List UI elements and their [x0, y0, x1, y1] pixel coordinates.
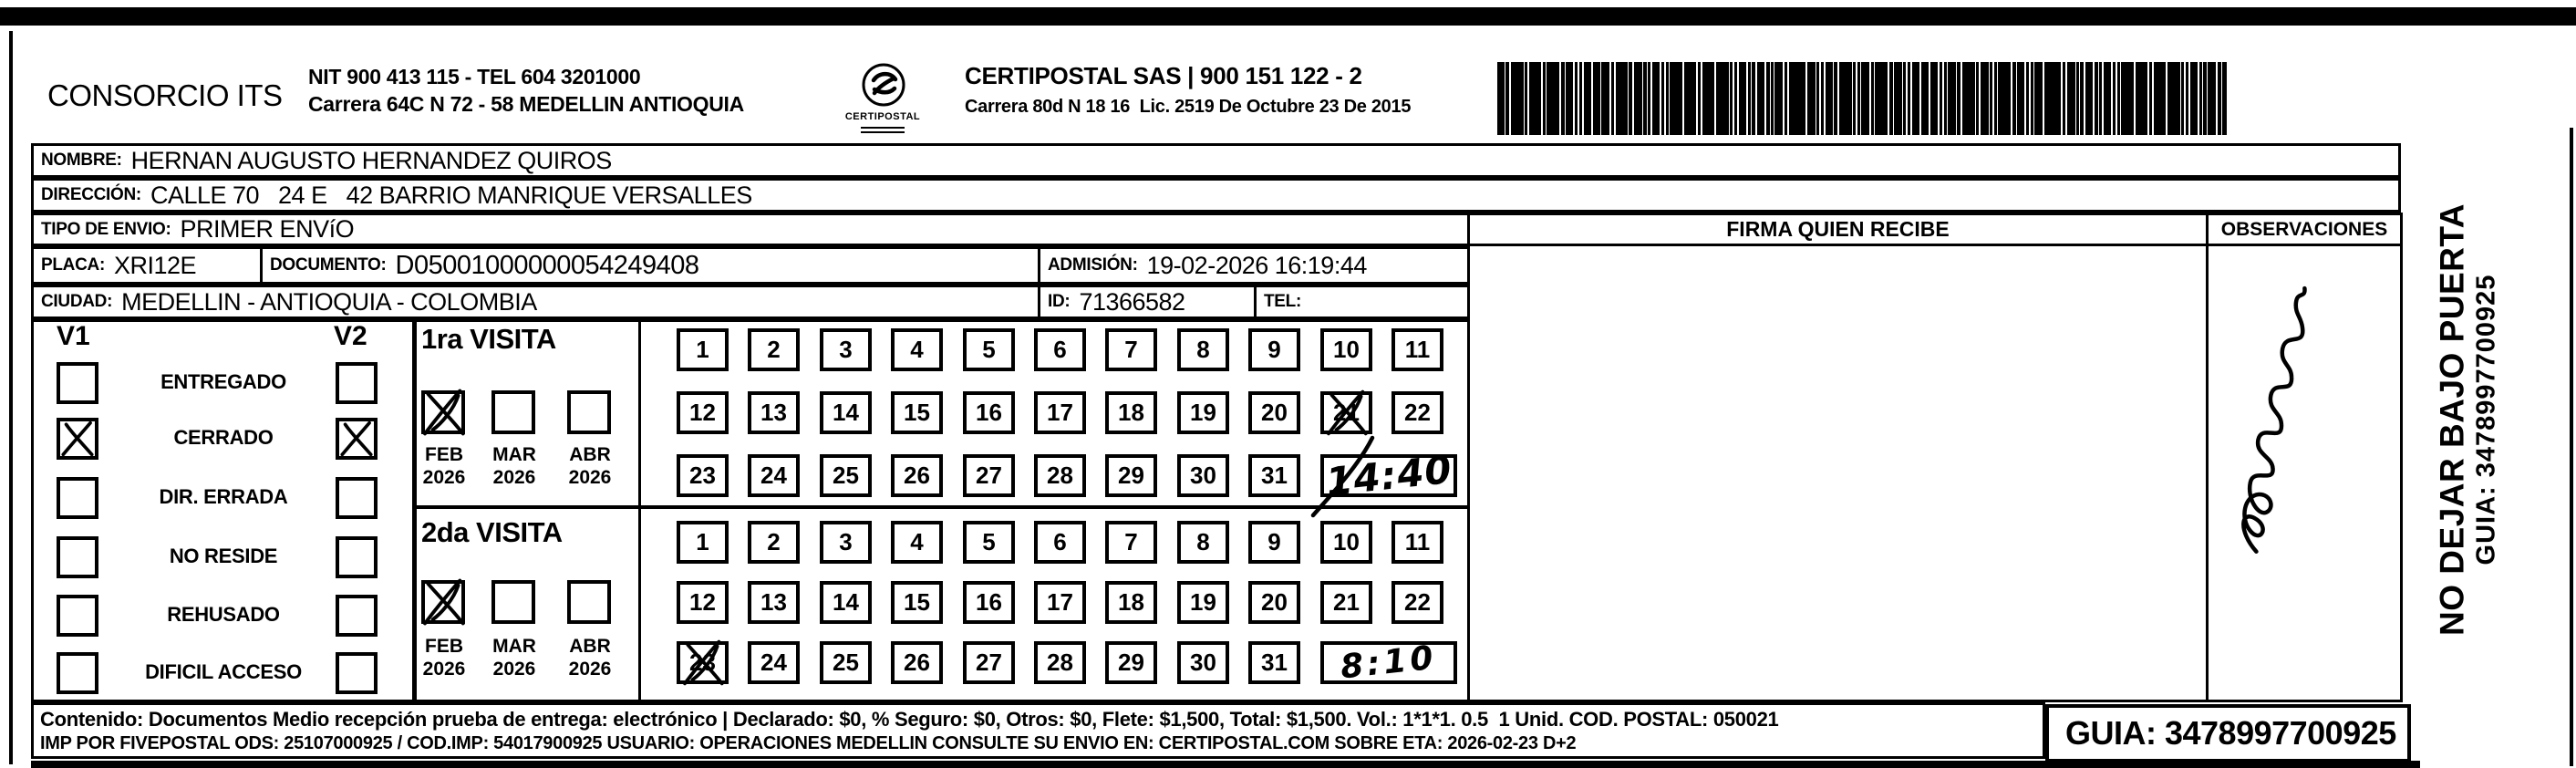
- status-label-cerrado: CERRADO: [173, 426, 274, 449]
- calendar-day-22-visit1: 22: [1391, 391, 1443, 434]
- calendar-day-8-visit2: 8: [1177, 521, 1229, 564]
- calendar-day-12-visit2: 12: [677, 581, 729, 624]
- id-box: [1038, 285, 1257, 319]
- calendar-day-5-visit2: 5: [963, 521, 1015, 564]
- checkbox-v1-cerrado: [57, 418, 98, 460]
- calendar-day-28-visit2: 28: [1034, 641, 1086, 684]
- status-label-no-reside: NO RESIDE: [169, 545, 278, 567]
- certipostal-company-line: CERTIPOSTAL SAS | 900 151 122 - 2: [965, 62, 1362, 89]
- calendar-day-5-visit1: 5: [963, 328, 1015, 371]
- tracking-barcode: [1497, 62, 2227, 135]
- calendar-day-1-visit2: 1: [677, 521, 729, 564]
- tipo-envio-label: TIPO DE ENVIO:: [41, 219, 171, 239]
- id-value: 71366582: [1079, 287, 1185, 316]
- sender-company-name: CONSORCIO ITS: [47, 78, 283, 112]
- calendar-day-18-visit1: 18: [1105, 391, 1157, 434]
- certipostal-logo-label: CERTIPOSTAL: [844, 111, 921, 122]
- side-note-guia: GUIA: 3478997700925: [2471, 274, 2500, 566]
- calendar-day-16-visit1: 16: [963, 391, 1015, 434]
- checkbox-v2-no-reside: [336, 536, 378, 578]
- month-label-abr-visit2: ABR 2026: [568, 636, 612, 680]
- logo-underline-marks: [861, 127, 905, 133]
- calendar-day-19-visit1: 19: [1177, 391, 1229, 434]
- calendar-day-29-visit2: 29: [1105, 641, 1157, 684]
- calendar-day-27-visit1: 27: [963, 454, 1015, 497]
- calendar-day-13-visit2: 13: [748, 581, 800, 624]
- calendar-day-8-visit1: 8: [1177, 328, 1229, 371]
- status-label-rehusado: REHUSADO: [167, 603, 280, 626]
- certipostal-address-line: Carrera 80d N 18 16 Lic. 2519 De Octubre 23 De 2015: [965, 97, 1412, 117]
- side-note-warning: NO DEJAR BAJO PUERTA: [2433, 203, 2470, 636]
- tipo-envio-value: PRIMER ENVíO: [180, 215, 355, 243]
- calendar-day-4-visit2: 4: [891, 521, 943, 564]
- calendar-day-6-visit1: 6: [1034, 328, 1086, 371]
- checkbox-month-feb-visit2: [421, 580, 465, 624]
- nombre-value: HERNAN AUGUSTO HERNANDEZ QUIROS: [130, 146, 612, 174]
- documento-label: DOCUMENTO:: [270, 255, 387, 275]
- direccion-value: CALLE 70 24 E 42 BARRIO MANRIQUE VERSALLES: [150, 181, 752, 209]
- tel-label: TEL:: [1264, 292, 1302, 311]
- calendar-day-26-visit2: 26: [891, 641, 943, 684]
- calendar-day-6-visit2: 6: [1034, 521, 1086, 564]
- calendar-day-11-visit1: 11: [1391, 328, 1443, 371]
- calendar-day-22-visit2: 22: [1391, 581, 1443, 624]
- scan-top-bar: [0, 7, 2576, 26]
- calendar-day-24-visit1: 24: [748, 454, 800, 497]
- calendar-day-9-visit2: 9: [1248, 521, 1300, 564]
- handwritten-time: 14:40: [1323, 446, 1454, 505]
- checkbox-month-feb-visit1: [421, 390, 465, 434]
- direccion-label: DIRECCIÓN:: [41, 185, 141, 204]
- status-label-dir-errada: DIR. ERRADA: [159, 485, 288, 508]
- checkbox-v1-dificil-acceso: [57, 652, 98, 694]
- documento-value: D05001000000054249408: [395, 250, 699, 280]
- month-label-feb-visit1: FEB 2026: [422, 444, 466, 488]
- visit-title-2: 2da VISITA: [421, 516, 563, 548]
- handwritten-x-mark: [60, 421, 95, 456]
- tipo-envio-row: [31, 213, 1470, 246]
- calendar-day-11-visit2: 11: [1391, 521, 1443, 564]
- documento-box: [260, 246, 1040, 285]
- nombre-row: [31, 143, 2401, 178]
- checkbox-v1-dir-errada: [57, 477, 98, 519]
- calendar-day-10-visit2: 10: [1320, 521, 1372, 564]
- calendar-day-25-visit2: 25: [820, 641, 872, 684]
- calendar-day-13-visit1: 13: [748, 391, 800, 434]
- calendar-day-20-visit2: 20: [1248, 581, 1300, 624]
- guia-number-box: GUIA: 3478997700925: [2045, 704, 2411, 763]
- scan-bottom-bar: [31, 761, 2420, 768]
- placa-box: [31, 246, 263, 285]
- nombre-label: NOMBRE:: [41, 150, 122, 170]
- calendar-day-20-visit1: 20: [1248, 391, 1300, 434]
- sender-address-line: Carrera 64C N 72 - 58 MEDELLIN ANTIOQUIA: [308, 92, 744, 116]
- admision-box: [1038, 246, 1470, 285]
- checkbox-v1-rehusado: [57, 595, 98, 637]
- calendar-day-21-visit1: 21: [1320, 391, 1372, 434]
- checkbox-month-abr-visit1: [567, 390, 611, 434]
- checkbox-v1-no-reside: [57, 536, 98, 578]
- calendar-day-30-visit2: 30: [1177, 641, 1229, 684]
- calendar-day-15-visit1: 15: [891, 391, 943, 434]
- status-label-dificil-acceso: DIFICIL ACCESO: [145, 660, 302, 683]
- calendar-day-2-visit1: 2: [748, 328, 800, 371]
- month-label-mar-visit1: MAR 2026: [492, 444, 536, 488]
- scan-left-edge-line: [9, 31, 13, 764]
- id-label: ID:: [1048, 292, 1071, 311]
- checkbox-month-mar-visit1: [491, 390, 535, 434]
- checkbox-month-mar-visit2: [491, 580, 535, 624]
- status-label-entregado: ENTREGADO: [160, 370, 286, 393]
- direccion-row: [31, 178, 2401, 213]
- contenido-line: Contenido: Documentos Medio recepción prueba de entrega: electrónico | Declarado: $0, % Seguro: $0, Otros: $0, Flete: $1,500, Total: $1,500. Vol.: 1*1*1. 0.5 1 Unid. COD. POSTAL: 050021: [40, 708, 1779, 731]
- ciudad-box: [31, 285, 1040, 319]
- calendar-day-14-visit1: 14: [820, 391, 872, 434]
- calendar-day-17-visit1: 17: [1034, 391, 1086, 434]
- calendar-day-14-visit2: 14: [820, 581, 872, 624]
- calendar-day-30-visit1: 30: [1177, 454, 1229, 497]
- calendar-day-1-visit1: 1: [677, 328, 729, 371]
- calendar-day-21-visit2: 21: [1320, 581, 1372, 624]
- v1-column-label: V1: [57, 321, 90, 351]
- placa-label: PLACA:: [41, 255, 105, 275]
- firma-header: FIRMA QUIEN RECIBE: [1467, 213, 2209, 246]
- calendar-day-4-visit1: 4: [891, 328, 943, 371]
- checkbox-v2-entregado: [336, 362, 378, 404]
- calendar-day-17-visit2: 17: [1034, 581, 1086, 624]
- placa-value: XRI12E: [113, 251, 197, 279]
- visit-title-1: 1ra VISITA: [421, 323, 556, 355]
- month-label-abr-visit1: ABR 2026: [568, 444, 612, 488]
- calendar-day-27-visit2: 27: [963, 641, 1015, 684]
- calendar-day-7-visit2: 7: [1105, 521, 1157, 564]
- checkbox-month-abr-visit2: [567, 580, 611, 624]
- handwritten-x-mark: [425, 584, 461, 620]
- calendar-day-25-visit1: 25: [820, 454, 872, 497]
- calendar-day-16-visit2: 16: [963, 581, 1015, 624]
- handwritten-stroke-tail: [1304, 424, 1395, 524]
- side-note-rotated: [2387, 132, 2547, 707]
- checkbox-v2-cerrado: [336, 418, 378, 460]
- calendar-day-19-visit2: 19: [1177, 581, 1229, 624]
- sender-nit-line: NIT 900 413 115 - TEL 604 3201000: [308, 65, 641, 88]
- calendar-day-15-visit2: 15: [891, 581, 943, 624]
- handwritten-time-box-visit2: [1320, 638, 1457, 687]
- certipostal-logo-icon: [859, 60, 908, 114]
- calendar-day-2-visit2: 2: [748, 521, 800, 564]
- calendar-day-26-visit1: 26: [891, 454, 943, 497]
- calendar-day-23-visit1: 23: [677, 454, 729, 497]
- observaciones-header: OBSERVACIONES: [2206, 213, 2403, 246]
- checkbox-v2-rehusado: [336, 595, 378, 637]
- calendar-day-10-visit1: 10: [1320, 328, 1372, 371]
- calendar-day-24-visit2: 24: [748, 641, 800, 684]
- admision-value: 19-02-2026 16:19:44: [1146, 251, 1367, 279]
- calendar-day-23-visit2: 23: [677, 641, 729, 684]
- handwritten-x-mark: [425, 394, 461, 431]
- calendar-day-3-visit1: 3: [820, 328, 872, 371]
- calendar-day-31-visit2: 31: [1248, 641, 1300, 684]
- calendar-day-29-visit1: 29: [1105, 454, 1157, 497]
- calendar-day-12-visit1: 12: [677, 391, 729, 434]
- checkbox-v2-dir-errada: [336, 477, 378, 519]
- admision-label: ADMISIÓN:: [1048, 255, 1138, 275]
- calendar-day-28-visit1: 28: [1034, 454, 1086, 497]
- calendar-day-3-visit2: 3: [820, 521, 872, 564]
- tel-box: [1254, 285, 1470, 319]
- handwritten-time: 8:10: [1339, 638, 1439, 687]
- handwritten-x-mark: [339, 421, 374, 456]
- checkbox-v2-dificil-acceso: [336, 652, 378, 694]
- month-label-mar-visit2: MAR 2026: [492, 636, 536, 680]
- calendar-day-9-visit1: 9: [1248, 328, 1300, 371]
- month-label-feb-visit2: FEB 2026: [422, 636, 466, 680]
- calendar-day-31-visit1: 31: [1248, 454, 1300, 497]
- ciudad-label: CIUDAD:: [41, 292, 113, 311]
- imp-line: IMP POR FIVEPOSTAL ODS: 25107000925 / COD.IMP: 54017900925 USUARIO: OPERACIONES MEDELLIN CONSULTE SU ENVIO EN: CERTIPOSTAL.COM SOBRE ETA: 2026-02-23 D+2: [40, 733, 1577, 753]
- scan-right-edge-line: [2570, 128, 2573, 766]
- checkbox-v1-entregado: [57, 362, 98, 404]
- ciudad-value: MEDELLIN - ANTIOQUIA - COLOMBIA: [121, 287, 537, 316]
- handwritten-x-mark: [680, 645, 725, 680]
- calendar-day-18-visit2: 18: [1105, 581, 1157, 624]
- calendar-day-7-visit1: 7: [1105, 328, 1157, 371]
- v2-column-label: V2: [334, 321, 367, 351]
- firma-column: [1467, 213, 2209, 702]
